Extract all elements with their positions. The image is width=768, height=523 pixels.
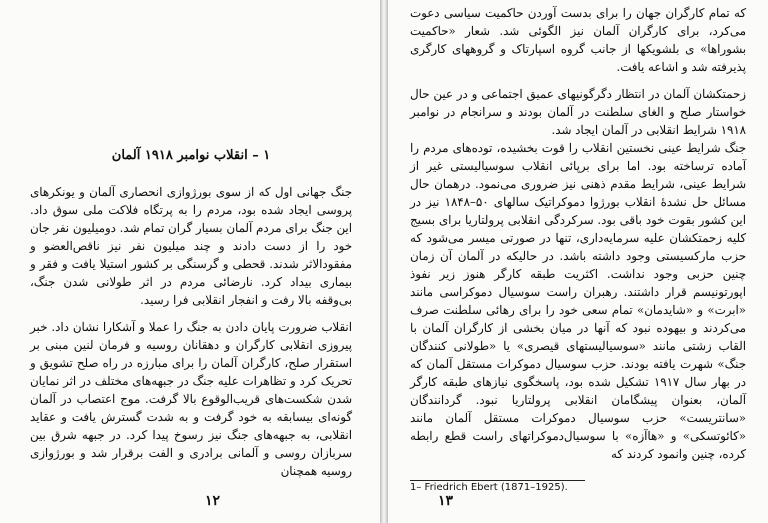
left-page xyxy=(0,0,380,523)
paragraph: انقلاب ضرورت پایان دادن به جنگ را عملا و آشکارا نشان داد. خبر پیروزی انقلابی کارگران و دهقانان روسیه و فرمان لنین مبنی بر استقرار صلح، کارگران آلمان را برای مبارزه در راه صلح تشویق و تحریک کرد و تظاهرات علیه جنگ در جبهه‌های مختلف در اثر نمایان شدن شکست‌های قریب‌الوقوع بالا گرفت. موج اعتصاب در آلمان گونه‌ای بیسابقه به خود گرفت و به شدت گسترش یافت و عقاید انقلابی، به جبهه‌های جنگ نیز رسوخ پیدا کرد. در جبهه شرق بین سربازان روسی و آلمانی برادری و الفت برقرار شد و بورژوازی روسیه همچنان xyxy=(30,320,352,478)
right-page-body xyxy=(410,4,746,463)
book-gutter xyxy=(380,0,388,523)
left-page-body xyxy=(30,183,352,480)
footnote: 1– Friedrich Ebert (1871–1925). xyxy=(410,482,568,493)
right-page xyxy=(388,0,768,523)
page-number: ۱۲ xyxy=(205,493,221,509)
paragraph: زحمتکشان آلمان در انتظار دگرگونیهای عمیق اجتماعی و در عین حال خواستار صلح و الغای سلطنت در آلمان بودند و سرانجام در نوامبر ۱۹۱۸ شرایط انقلابی در آلمان ایجاد شد. xyxy=(410,87,746,137)
paragraph: که تمام کارگران جهان را برای بدست آوردن حاکمیت سیاسی دعوت می‌کرد، برای کارگران آلمان نیز الگوئی شد. شعار «حاکمیت بشوراها» ی بلشویکها از جانب گروه اسپارتاک و گروههای کارگری پذیرفته شد و اشاعه یافت. xyxy=(410,6,746,74)
paragraph: جنگ شرایط عینی نخستین انقلاب را قوت بخشیده، توده‌های مردم را آماده ترساخته بود. اما برای برپائی انقلاب سوسیالیستی غیر از شرایط عینی، شرایط مقدم ذهنی نیز ضروری می‌نمود. درهمان حال مسائل حل نشدهٔ انقلاب بورژوا دموکراتیک سالهای ۵۰–۱۸۴۸ نیز در این کشور بقوت خود باقی بود. سرکردگی انقلابی پرولتاریا برای بسیج کلیه زحمتکشان علیه سرمایه‌داری، تنها در صورتی میسر می‌شود که حزب مارکسیستی وجود داشته باشد. در حالیکه در آلمان آن زمان چنین حزبی وجود نداشت. اکثریت طبقه کارگر هنوز زیر نفوذ اپورتونیسم قرار داشتند. رهبران راست سوسیال دموکراسی مانند «ابرت» و «شایدمان» تمام سعی خود را برای رهائی سلطنت صرف می‌کردند و بیهوده نبود که آنها در میان بخشی از کارگران آلمان با القاب زشتی مانند «سوسیالیستهای قیصری» یا «طولانی کنندگان جنگ» شهرت یافته بودند. حزب سوسیال دموکرات مستقل آلمان که در بهار سال ۱۹۱۷ تشکیل شده بود، پاسخگوی نیازهای طبقه کارگر آلمان، بعنوان پیشگامان انقلابی پرولتاریا نبود. گردانندگان «سانتریست» حزب سوسیال دموکرات مستقل آلمان مانند «کائوتسکی» و «هاآزه» با سوسیال‌دموکراتهای راست قطع رابطه کرده، چنین وانمود کردند که xyxy=(410,141,746,461)
footnote-rule xyxy=(410,480,585,481)
page-number: ۱۳ xyxy=(438,493,454,509)
chapter-title: ۱ – انقلاب نوامبر ۱۹۱۸ آلمان xyxy=(111,148,271,163)
paragraph: جنگ جهانی اول که از سوی بورژوازی انحصاری آلمان و یونکرهای پروسی ایجاد شده بود، مردم را به پرتگاه فلاکت ملی سوق داد. این جنگ برای مردم آلمان بسیار گران تمام شد. دومیلیون نفر جان خود را از دست دادند و چند میلیون نفر نیز ناقص‌العضو و مفقودالاثر شدند. قحطی و گرسنگی بر کشور استیلا یافت و فقر و بیماری بیداد کرد. نارضائی مردم در اثر طولانی شدن جنگ، بی‌وقفه بالا رفت و انفجار انقلابی فرا رسید. xyxy=(30,185,352,307)
